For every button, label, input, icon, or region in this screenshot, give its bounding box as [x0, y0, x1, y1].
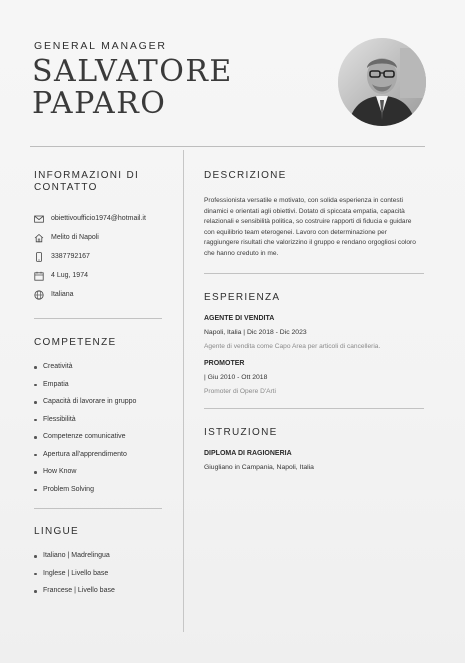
skills-heading: COMPETENZE	[34, 337, 117, 348]
left-column	[34, 150, 162, 600]
header-divider	[30, 146, 425, 147]
description-line: raggiungere risultati che valorizzino il gruppo e rendano orgogliosi coloro	[204, 239, 416, 247]
contact-email	[34, 209, 162, 228]
list-item: Problem Solving	[34, 481, 162, 499]
email-text: obiettivoufficio1974@hotmail.it	[51, 215, 146, 222]
degree-title: DIPLOMA DI RAGIONERIA	[204, 449, 292, 457]
contact-location	[34, 228, 162, 247]
education-heading: ISTRUZIONE	[204, 426, 278, 438]
contact-phone	[34, 247, 162, 266]
globe-icon	[34, 290, 44, 300]
nationality-text: Italiana	[51, 291, 74, 298]
job-role: AGENTE DI VENDITA	[204, 314, 275, 322]
experience-heading: ESPERIENZA	[204, 291, 281, 303]
profile-photo	[338, 38, 426, 126]
contact-divider	[34, 318, 162, 319]
last-name: PAPARO	[32, 86, 167, 121]
job-description: Agente di vendita come Capo Area per articoli di cancelleria.	[204, 342, 381, 350]
calendar-icon	[34, 271, 44, 281]
job-description: Promoter di Opere D'Arti	[204, 387, 276, 395]
contact-nationality	[34, 285, 162, 304]
experience-divider	[204, 408, 424, 409]
description-text	[204, 196, 424, 260]
contact-list	[34, 209, 162, 304]
list-item: Apertura all'apprendimento	[34, 446, 162, 464]
skills-list	[34, 358, 162, 498]
description-line: relazionali e sensibilità politica, so costruire rapporti di fiducia e guidare	[204, 218, 412, 226]
list-item: Flessibilità	[34, 411, 162, 429]
list-item: Creatività	[34, 358, 162, 376]
description-line: Professionista versatile e motivato, con solida esperienza in contesti	[204, 197, 404, 204]
phone-text: 3387792167	[51, 253, 90, 260]
list-item: Inglese | Livello base	[34, 565, 162, 583]
contact-heading: INFORMAZIONI DI CONTATTO	[34, 170, 140, 193]
location-text: Melito di Napoli	[51, 234, 99, 241]
right-column	[204, 150, 424, 471]
envelope-icon	[34, 214, 44, 224]
list-item: How Know	[34, 463, 162, 481]
job-title: GENERAL MANAGER	[34, 40, 167, 52]
person-name	[32, 56, 233, 120]
description-heading: DESCRIZIONE	[204, 170, 287, 181]
birthdate-text: 4 Lug, 1974	[51, 272, 88, 279]
profile-photo-illustration	[338, 38, 426, 126]
column-divider	[183, 150, 184, 632]
degree-place: Giugliano in Campania, Napoli, Italia	[204, 463, 314, 471]
phone-icon	[34, 252, 44, 262]
description-line: con equilibrio team eterogenei. Lavoro con determinazione per	[204, 228, 387, 236]
list-item: Empatia	[34, 376, 162, 394]
list-item: Competenze comunicative	[34, 428, 162, 446]
home-icon	[34, 233, 44, 243]
first-name: SALVATORE	[32, 54, 233, 89]
contact-birthdate	[34, 266, 162, 285]
job-meta: Napoli, Italia | Dic 2018 - Dic 2023	[204, 328, 307, 336]
list-item: Francese | Livello base	[34, 582, 162, 600]
description-divider	[204, 273, 424, 274]
skills-divider	[34, 508, 162, 509]
job-entry	[204, 315, 424, 350]
job-entry	[204, 360, 424, 395]
description-line: che hanno creduto in me.	[204, 249, 279, 257]
languages-heading: LINGUE	[34, 526, 80, 537]
list-item: Capacità di lavorare in gruppo	[34, 393, 162, 411]
languages-list	[34, 547, 162, 600]
list-item: Italiano | Madrelingua	[34, 547, 162, 565]
job-role: PROMOTER	[204, 359, 245, 367]
job-meta: | Giu 2010 - Ott 2018	[204, 373, 268, 381]
description-line: dinamici e orientati agli obiettivi. Dotato di spiccata empatia, capacità	[204, 207, 405, 215]
